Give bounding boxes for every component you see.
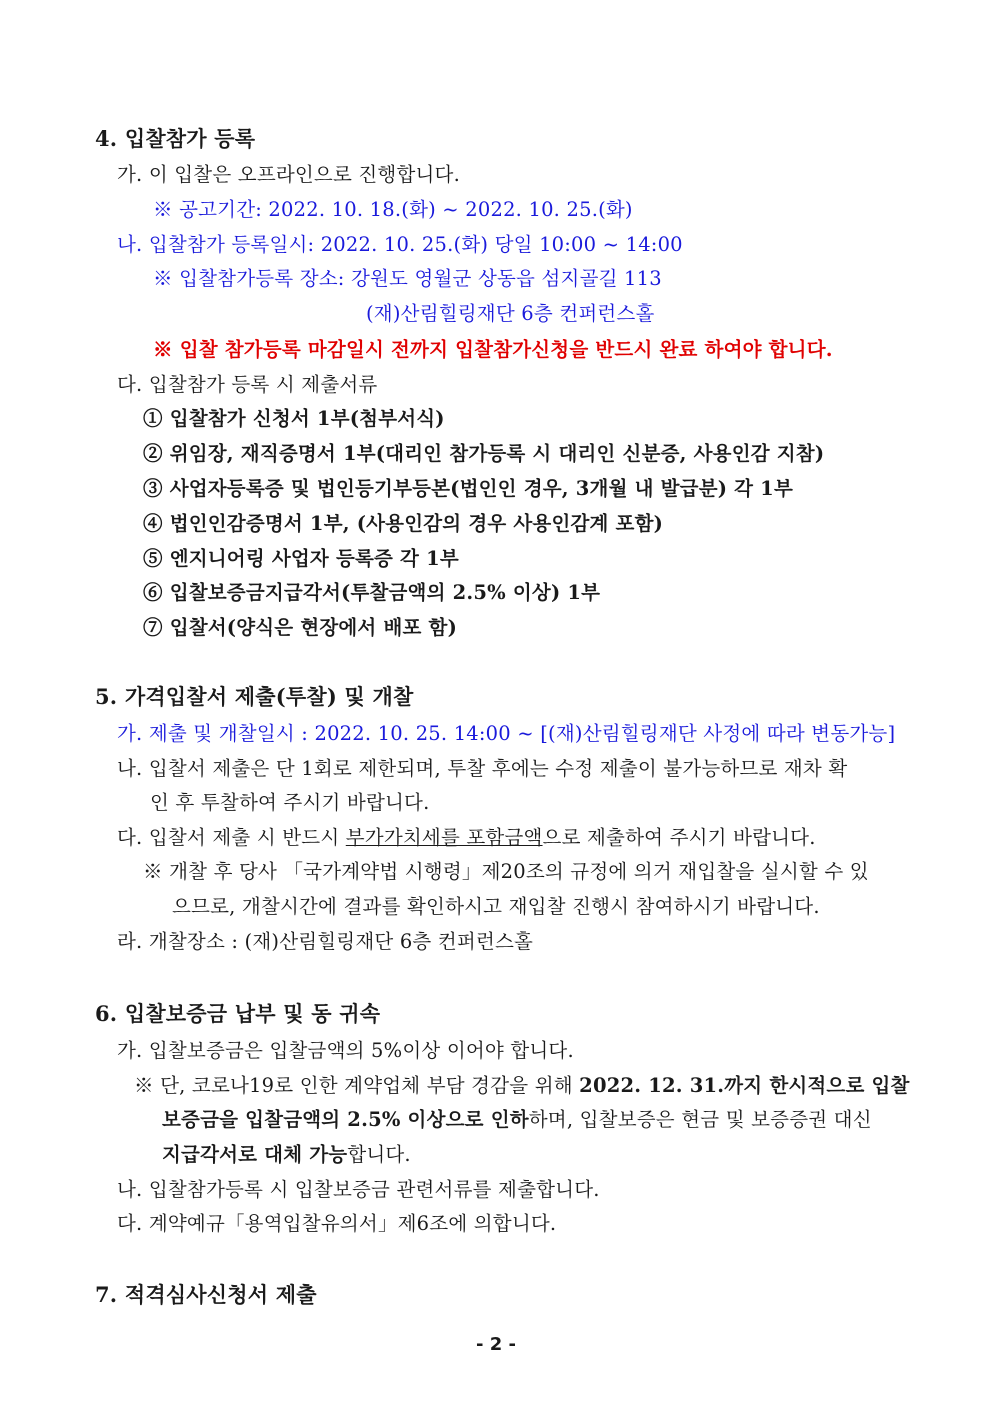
section-5-item-da [117, 825, 816, 851]
section-4-item-ga: 가. 이 입찰은 오프라인으로 진행합니다. [117, 163, 460, 186]
section-4-warning: ※ 입찰 참가등록 마감일시 전까지 입찰참가신청을 반드시 완료 하여야 합니다. [153, 338, 833, 361]
document-list-item: ④ 법인인감증명서 1부, (사용인감의 경우 사용인감계 포함) [143, 512, 664, 535]
section-6-note-text: ※ 단, 코로나19로 인한 계약업체 부담 경감을 위해 [134, 1074, 580, 1097]
document-list-item: ① 입찰참가 신청서 1부(첨부서식) [143, 407, 445, 430]
section-6-note-line1 [134, 1073, 910, 1099]
section-6-note-bold: 2022. 12. 31.까지 한시적으로 입찰 [579, 1074, 910, 1097]
document-list-item: ③ 사업자등록증 및 법인등기부등본(법인인 경우, 3개월 내 발급분) 각 1부 [143, 477, 793, 500]
section-6-note-line2 [162, 1107, 872, 1133]
document-list-item: ⑤ 엔지니어링 사업자 등록증 각 1부 [143, 547, 459, 570]
section-5-da-text-end: 으로 제출하여 주시기 바랍니다. [542, 826, 816, 849]
section-6-note-bold: 보증금을 입찰금액의 2.5% 이상으로 인하 [162, 1108, 529, 1131]
document-list-item: ⑦ 입찰서(양식은 현장에서 배포 함) [143, 616, 457, 639]
section-6-note-bold: 지급각서로 대체 가능 [162, 1143, 348, 1166]
page-number: - 2 - [476, 1334, 516, 1355]
section-4-notice-period: ※ 공고기간: 2022. 10. 18.(화) ~ 2022. 10. 25.(화) [153, 198, 633, 221]
section-7-heading: 7. 적격심사신청서 제출 [95, 1282, 317, 1307]
document-list-item: ⑥ 입찰보증금지급각서(투찰금액의 2.5% 이상) 1부 [143, 581, 601, 604]
section-5-note-line1: ※ 개찰 후 당사 「국가계약법 시행령」제20조의 규정에 의거 재입찰을 실시할 수 있 [143, 860, 869, 883]
section-6-note-text: 하며, 입찰보증은 현금 및 보증증권 대신 [528, 1108, 872, 1131]
section-4-place-detail: (재)산림힐링재단 6층 컨퍼런스홀 [366, 302, 655, 325]
section-4-item-da: 다. 입찰참가 등록 시 제출서류 [117, 373, 378, 396]
section-6-note-line3 [162, 1142, 411, 1168]
section-6-item-da: 다. 계약예규「용역입찰유의서」제6조에 의합니다. [117, 1212, 557, 1235]
section-5-item-ga: 가. 제출 및 개찰일시 : 2022. 10. 25. 14:00 ~ [(재)산림힐링재단 사정에 따라 변동가능] [117, 722, 896, 745]
section-5-item-na-line1: 나. 입찰서 제출은 단 1회로 제한되며, 투찰 후에는 수정 제출이 불가능하므로 재차 확 [117, 757, 848, 780]
section-4-heading: 4. 입찰참가 등록 [95, 126, 256, 151]
document-list-item: ② 위임장, 재직증명서 1부(대리인 참가등록 시 대리인 신분증, 사용인감 지참) [143, 442, 825, 465]
section-6-heading: 6. 입찰보증금 납부 및 동 귀속 [95, 1001, 381, 1026]
section-4-item-na: 나. 입찰참가 등록일시: 2022. 10. 25.(화) 당일 10:00 ~ 14:00 [117, 233, 683, 256]
section-5-da-text: 다. 입찰서 제출 시 반드시 [117, 826, 346, 849]
section-5-da-underlined: 부가가치세를 포함금액 [345, 826, 543, 849]
section-6-item-na: 나. 입찰참가등록 시 입찰보증금 관련서류를 제출합니다. [117, 1178, 600, 1201]
section-4-place: ※ 입찰참가등록 장소: 강원도 영월군 상동읍 섬지골길 113 [153, 267, 662, 290]
section-5-item-na-line2: 인 후 투찰하여 주시기 바랍니다. [150, 791, 430, 814]
section-5-item-ra: 라. 개찰장소 : (재)산림힐링재단 6층 컨퍼런스홀 [117, 930, 534, 953]
section-5-heading: 5. 가격입찰서 제출(투찰) 및 개찰 [95, 684, 414, 709]
section-5-note-line2: 으므로, 개찰시간에 결과를 확인하시고 재입찰 진행시 참여하시기 바랍니다. [172, 895, 820, 918]
section-6-item-ga: 가. 입찰보증금은 입찰금액의 5%이상 이어야 합니다. [117, 1039, 574, 1062]
section-6-note-text: 합니다. [347, 1143, 411, 1166]
